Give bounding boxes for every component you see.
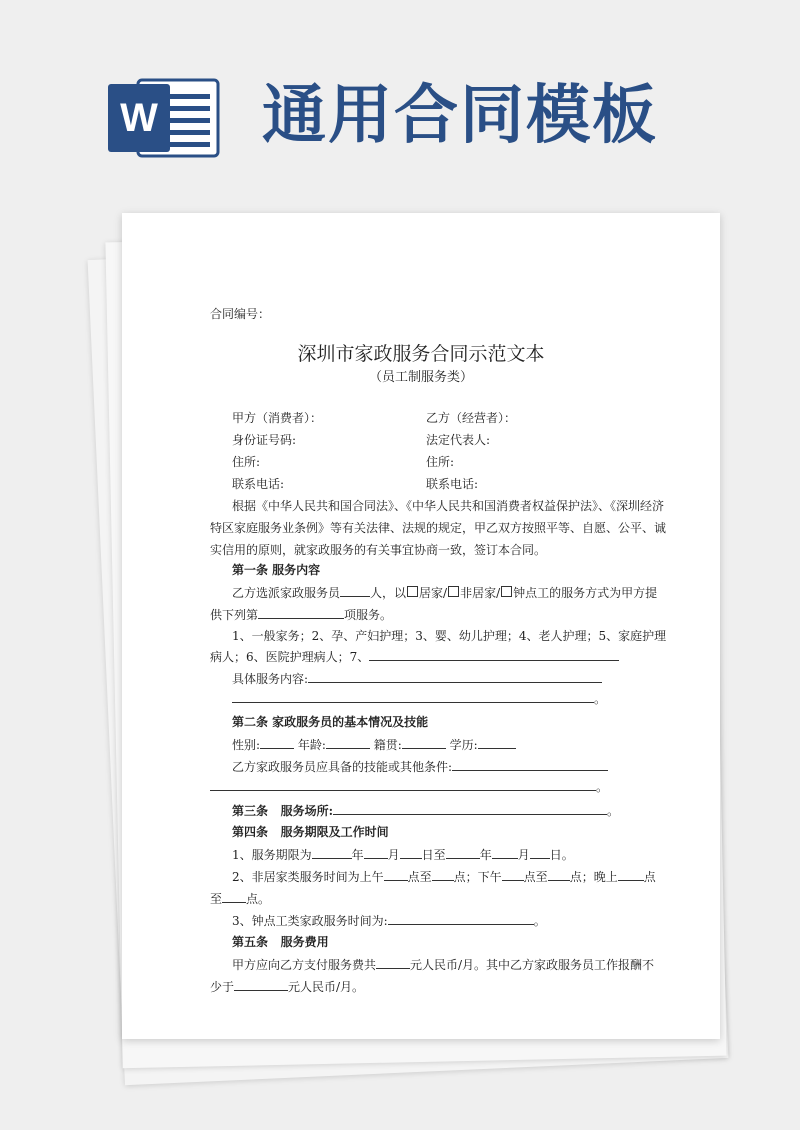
article-1-detail: 具体服务内容:: [232, 669, 602, 688]
article-1-items: 1、一般家务；2、孕、产妇护理；3、婴、幼儿护理；4、老人护理；5、家庭护理: [232, 629, 667, 643]
page-title: 通用合同模板: [262, 79, 658, 153]
article-1-line: 乙方选派家政服务员 人，以 居家/ 非居家/ 钟点工的服务方式为甲方提: [232, 583, 657, 602]
preamble-line: 实信用的原则，就家政服务的有关事宜协商一致，签订本合同。: [210, 543, 547, 557]
article-3-heading: 第三条: [232, 804, 269, 818]
party-a-phone-label: 联系电话:: [232, 477, 285, 491]
party-b-rep-label: 法定代表人:: [426, 433, 491, 447]
article-4-hourly: 3、钟点工类家政服务时间为: 。: [232, 911, 546, 930]
party-b-phone-label: 联系电话:: [426, 477, 479, 491]
article-2-skills: 乙方家政服务员应具备的技能或其他条件:: [232, 757, 608, 776]
party-a-label: 甲方（消费者）：: [232, 411, 323, 425]
party-a-address-label: 住所:: [232, 455, 261, 469]
document-title: 深圳市家政服务合同示范文本: [297, 343, 545, 365]
article-2-heading: 第二条 家政服务员的基本情况及技能: [232, 715, 429, 729]
article-1-detail-cont: 。: [232, 689, 606, 708]
contract-number-label: 合同编号：: [210, 307, 271, 321]
article-1-heading: 第一条 服务内容: [232, 563, 321, 577]
party-a-id-label: 身份证号码:: [232, 433, 297, 447]
article-1-line: 供下列第 项服务。: [210, 605, 392, 624]
party-b-label: 乙方（经营者）：: [426, 411, 517, 425]
word-icon: [108, 76, 220, 160]
article-1-items: 病人；6、医院护理病人；7、: [210, 647, 619, 666]
article-2-basic-info: 性别: 年龄: 籍贯: 学历:: [232, 735, 516, 754]
document-page: [122, 213, 720, 1039]
article-2-skills-cont: 。: [210, 777, 608, 796]
article-5-fee: 甲方应向乙方支付服务费共 元人民币/月。其中乙方家政服务员工作报酬不: [232, 955, 654, 974]
checkbox-icon: [448, 586, 459, 597]
article-5-fee-cont: 少于 元人民币/月。: [210, 977, 364, 996]
article-4-hours-cont: 至 点。: [210, 889, 270, 908]
preamble-line: 根据《中华人民共和国合同法》、《中华人民共和国消费者权益保护法》、《深圳经济: [232, 499, 665, 513]
preamble-line: 特区家庭服务业条例》等有关法律、法规的规定，甲乙双方按照平等、自愿、公平、诚: [210, 521, 667, 535]
checkbox-icon: [407, 586, 418, 597]
word-logo-letter: W: [120, 96, 158, 140]
template-header: [0, 0, 800, 200]
article-3-line: 第三条 服务场所: 。: [232, 801, 619, 820]
article-5-heading: 第五条 服务费用: [232, 935, 329, 949]
article-4-term: 1、服务期限为 年 月 日至 年 月 日。: [232, 845, 574, 864]
article-4-heading: 第四条 服务期限及工作时间: [232, 825, 389, 839]
checkbox-icon: [501, 586, 512, 597]
party-b-address-label: 住所:: [426, 455, 455, 469]
article-4-hours: 2、非居家类服务时间为上午 点至 点；下午 点至 点；晚上 点: [232, 867, 656, 886]
document-subtitle: （员工制服务类）: [368, 370, 473, 385]
